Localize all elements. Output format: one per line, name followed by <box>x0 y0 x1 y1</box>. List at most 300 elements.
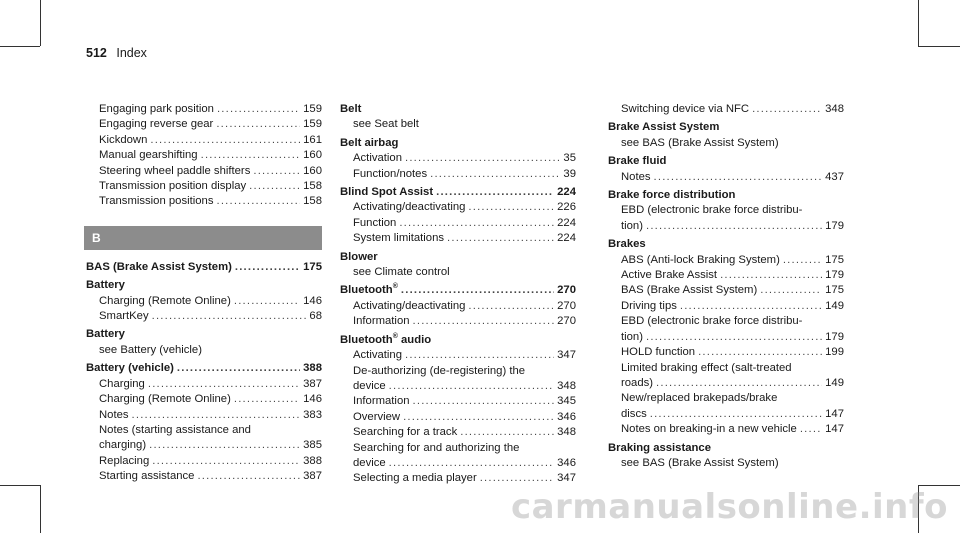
index-subentry <box>608 299 844 314</box>
index-subentry <box>86 454 322 469</box>
leader-dots <box>436 185 554 200</box>
index-subentry <box>608 170 844 185</box>
index-subentry <box>86 117 322 132</box>
index-subentry <box>86 194 322 209</box>
index-subentry <box>340 425 576 440</box>
index-entry <box>340 333 576 348</box>
entry-term <box>353 456 386 471</box>
entry-term <box>621 391 777 406</box>
index-subentry <box>608 376 844 391</box>
page-number: 512 <box>86 46 107 60</box>
entry-text: Notes <box>99 408 129 421</box>
entry-text: Transmission positions <box>99 195 214 208</box>
entry-text: Bluetooth <box>340 284 393 297</box>
index-subentry <box>608 219 844 234</box>
leader-dots <box>760 283 822 298</box>
entry-term <box>99 343 202 358</box>
index-subentry <box>340 471 576 486</box>
entry-text: see Battery (vehicle) <box>99 343 202 356</box>
index-entry <box>340 136 576 151</box>
entry-term <box>86 260 232 275</box>
entry-text: Brake fluid <box>608 155 667 168</box>
entry-text: tion) <box>621 330 643 343</box>
page-reference[interactable]: 147 <box>825 407 844 420</box>
entry-text: Searching for a track <box>353 426 458 439</box>
entry-term <box>99 102 214 117</box>
page-reference[interactable]: 224 <box>557 216 576 229</box>
entry-term <box>353 167 427 182</box>
leader-dots <box>413 394 555 409</box>
entry-term <box>621 102 749 117</box>
leader-dots <box>403 410 554 425</box>
index-subentry <box>340 200 576 215</box>
entry-text: Replacing <box>99 454 150 467</box>
index-column-3 <box>608 102 844 471</box>
index-subentry <box>340 394 576 409</box>
page-header <box>86 46 147 60</box>
entry-term <box>621 170 651 185</box>
entry-term <box>99 454 149 469</box>
entry-text: Steering wheel paddle shifters <box>99 164 251 177</box>
entry-term <box>340 250 378 265</box>
entry-term <box>353 117 419 132</box>
page-reference[interactable]: 160 <box>303 149 322 162</box>
entry-text: see Seat belt <box>353 118 419 131</box>
page-reference[interactable]: 35 <box>563 152 576 165</box>
watermark: carmanualsonline.info <box>510 487 948 527</box>
entry-term <box>353 394 410 409</box>
entry-text: EBD (electronic brake force distribu- <box>621 315 803 328</box>
index-subentry <box>608 422 844 437</box>
entry-term <box>608 120 719 135</box>
entry-term <box>621 345 695 360</box>
page-reference[interactable]: 270 <box>557 284 576 297</box>
entry-text: Selecting a media player <box>353 472 477 485</box>
entry-text: Information <box>353 315 410 328</box>
index-reference <box>608 314 844 329</box>
index-subentry <box>608 268 844 283</box>
entry-text: Blind Spot Assist <box>340 186 434 199</box>
entry-text: HOLD function <box>621 346 696 359</box>
leader-dots <box>405 151 560 166</box>
page-reference[interactable]: 385 <box>303 439 322 452</box>
entry-term <box>99 294 231 309</box>
index-reference <box>340 117 576 132</box>
index-subentry <box>86 133 322 148</box>
entry-term <box>621 314 802 329</box>
leader-dots <box>430 167 560 182</box>
leader-dots <box>405 348 554 363</box>
page-reference[interactable]: 175 <box>825 253 844 266</box>
leader-dots <box>149 438 300 453</box>
entry-text: Charging <box>99 377 145 390</box>
index-entry <box>86 327 322 342</box>
page-reference[interactable]: 160 <box>303 164 322 177</box>
entry-term <box>340 185 433 200</box>
index-subentry <box>86 377 322 392</box>
index-subentry <box>608 345 844 360</box>
index-subentry <box>340 379 576 394</box>
index-reference <box>340 364 576 379</box>
page-reference[interactable]: 348 <box>825 103 844 115</box>
leader-dots <box>197 469 300 484</box>
entry-text: Braking assistance <box>608 441 711 454</box>
page-reference[interactable]: 387 <box>303 377 322 390</box>
entry-term <box>353 364 525 379</box>
entry-term <box>340 136 398 151</box>
index-entry <box>340 250 576 265</box>
entry-text: Activating <box>353 349 402 362</box>
page-reference[interactable]: 387 <box>303 470 322 483</box>
index-subentry <box>608 407 844 422</box>
page-reference[interactable]: 179 <box>825 219 844 232</box>
page-reference[interactable]: 270 <box>557 315 576 328</box>
entry-term <box>621 422 797 437</box>
leader-dots <box>152 309 307 324</box>
entry-term <box>99 117 213 132</box>
entry-term <box>353 314 410 329</box>
entry-term <box>608 237 646 252</box>
entry-term <box>99 423 251 438</box>
page-reference[interactable]: 224 <box>557 232 576 245</box>
index-entry <box>608 154 844 169</box>
leader-dots <box>177 361 300 376</box>
entry-term <box>99 179 246 194</box>
leader-dots <box>698 345 822 360</box>
leader-dots <box>132 408 301 423</box>
entry-text: Kickdown <box>99 133 148 146</box>
entry-text: discs <box>621 407 647 420</box>
index-reference <box>86 343 322 358</box>
entry-term <box>353 441 519 456</box>
crop-mark <box>0 46 40 47</box>
index-subentry <box>340 299 576 314</box>
page-reference[interactable]: 348 <box>557 379 576 392</box>
crop-mark <box>40 485 41 533</box>
index-entry <box>340 283 576 298</box>
registered-mark: ® <box>392 332 398 340</box>
entry-term <box>621 253 780 268</box>
leader-dots <box>217 102 300 117</box>
page-reference[interactable]: 226 <box>557 201 576 214</box>
entry-term <box>353 299 465 314</box>
entry-text: Battery <box>86 279 125 292</box>
index-entry <box>608 441 844 456</box>
entry-text: SmartKey <box>99 310 149 323</box>
entry-text: Bluetooth <box>340 333 393 346</box>
leader-dots <box>234 392 300 407</box>
index-reference <box>608 391 844 406</box>
index-reference <box>86 423 322 438</box>
entry-term <box>621 203 802 218</box>
page-reference[interactable]: 158 <box>303 180 322 193</box>
entry-text: BAS (Brake Assist System) <box>621 284 758 297</box>
entry-text: Function <box>353 216 397 229</box>
entry-term <box>99 133 147 148</box>
page-reference[interactable]: 149 <box>825 299 844 312</box>
entry-suffix: audio <box>397 333 432 346</box>
entry-text: Information <box>353 395 410 408</box>
entry-text: device <box>353 456 386 469</box>
index-reference <box>608 203 844 218</box>
entry-text: Function/notes <box>353 167 428 180</box>
index-subentry <box>86 294 322 309</box>
entry-text: Brake Assist System <box>608 121 720 134</box>
entry-term <box>621 136 779 151</box>
entry-text: Engaging park position <box>99 103 214 115</box>
entry-term <box>340 102 361 117</box>
leader-dots <box>447 231 554 246</box>
leader-dots <box>389 456 554 471</box>
entry-term <box>353 410 400 425</box>
index-subentry <box>340 216 576 231</box>
entry-text: Blower <box>340 250 378 263</box>
entry-term <box>99 309 149 324</box>
entry-text: Transmission position display <box>99 180 247 193</box>
index-reference <box>340 441 576 456</box>
entry-text: Driving tips <box>621 299 677 312</box>
index-subentry <box>608 330 844 345</box>
entry-text: Charging (Remote Online) <box>99 393 231 406</box>
section-title: Index <box>116 46 147 60</box>
page-reference[interactable]: 159 <box>303 103 322 115</box>
entry-text: Brake force distribution <box>608 189 736 202</box>
entry-text: Manual gearshifting <box>99 149 198 162</box>
entry-text: System limitations <box>353 232 445 245</box>
leader-dots <box>399 216 554 231</box>
leader-dots <box>646 330 822 345</box>
index-column-2 <box>340 102 576 487</box>
leader-dots <box>680 299 822 314</box>
page-reference[interactable]: 270 <box>557 299 576 312</box>
entry-term <box>621 330 643 345</box>
index-subentry <box>86 392 322 407</box>
index-reference <box>608 136 844 151</box>
entry-term <box>621 376 653 391</box>
letter-section-band: B <box>84 226 322 250</box>
entry-text: Notes (starting assistance and <box>99 423 251 436</box>
page-reference[interactable]: 146 <box>303 294 322 307</box>
leader-dots <box>468 200 554 215</box>
entry-term <box>353 348 402 363</box>
page-reference[interactable]: 383 <box>303 408 322 421</box>
page-reference[interactable]: 147 <box>825 423 844 436</box>
entry-term <box>353 216 396 231</box>
entry-text: Notes on breaking-in a new vehicle <box>621 423 797 436</box>
entry-term <box>340 283 398 298</box>
page-reference[interactable]: 345 <box>557 395 576 408</box>
entry-term <box>608 441 711 456</box>
page-reference[interactable]: 347 <box>557 349 576 362</box>
index-entry <box>608 188 844 203</box>
entry-term <box>86 327 125 342</box>
entry-term <box>86 361 174 376</box>
page-reference[interactable]: 158 <box>303 195 322 208</box>
entry-term <box>621 268 717 283</box>
page-reference[interactable]: 388 <box>303 362 322 375</box>
entry-term <box>621 456 779 471</box>
leader-dots <box>480 471 554 486</box>
entry-text: ABS (Anti-lock Braking System) <box>621 253 780 266</box>
index-reference <box>340 265 576 280</box>
leader-dots <box>148 377 300 392</box>
leader-dots <box>216 117 300 132</box>
entry-term <box>86 278 125 293</box>
index-subentry <box>608 283 844 298</box>
entry-text: Activation <box>353 152 402 165</box>
page-reference[interactable]: 39 <box>563 167 576 180</box>
page-reference[interactable]: 175 <box>303 260 322 273</box>
leader-dots <box>800 422 822 437</box>
entry-term <box>621 361 792 376</box>
leader-dots <box>216 194 300 209</box>
crop-mark <box>918 46 960 47</box>
leader-dots <box>468 299 554 314</box>
entry-text: Belt airbag <box>340 136 399 149</box>
leader-dots <box>654 170 823 185</box>
index-reference <box>608 456 844 471</box>
index-entry <box>86 260 322 275</box>
crop-mark <box>0 485 40 486</box>
leader-dots <box>235 260 300 275</box>
entry-text: Belt <box>340 103 362 115</box>
page-reference[interactable]: 437 <box>825 170 844 183</box>
entry-term <box>353 231 444 246</box>
registered-mark: ® <box>392 283 398 291</box>
crop-mark <box>40 0 41 46</box>
page-reference[interactable]: 388 <box>303 454 322 467</box>
entry-term <box>340 333 431 348</box>
leader-dots <box>249 179 300 194</box>
entry-term <box>353 379 386 394</box>
index-subentry <box>340 410 576 425</box>
index-subentry <box>86 102 322 117</box>
entry-term <box>99 408 129 423</box>
index-subentry <box>608 253 844 268</box>
entry-text: Engaging reverse gear <box>99 118 214 131</box>
index-subentry <box>608 102 844 117</box>
leader-dots <box>389 379 554 394</box>
leader-dots <box>460 425 554 440</box>
entry-term <box>353 425 457 440</box>
page-reference[interactable]: 179 <box>825 330 844 343</box>
page-reference[interactable]: 175 <box>825 284 844 297</box>
entry-term <box>621 407 647 422</box>
page-reference[interactable]: 68 <box>309 310 322 323</box>
entry-term <box>99 377 145 392</box>
index-entry <box>86 361 322 376</box>
index-entry <box>340 102 576 117</box>
leader-dots <box>650 407 822 422</box>
entry-text: EBD (electronic brake force distribu- <box>621 204 803 217</box>
page-reference[interactable]: 348 <box>557 426 576 439</box>
entry-term <box>99 469 194 484</box>
index-column-1 <box>86 102 322 485</box>
index-subentry <box>86 179 322 194</box>
entry-term <box>99 438 146 453</box>
entry-text: roads) <box>621 376 654 389</box>
entry-text: Limited braking effect (salt-treated <box>621 361 792 374</box>
leader-dots <box>720 268 822 283</box>
page-reference[interactable]: 199 <box>825 346 844 359</box>
index-subentry <box>340 167 576 182</box>
index-entry <box>608 120 844 135</box>
entry-term <box>99 194 213 209</box>
entry-text: Activating/deactivating <box>353 299 466 312</box>
leader-dots <box>752 102 822 117</box>
index-subentry <box>86 469 322 484</box>
entry-text: see Climate control <box>353 266 450 279</box>
entry-term <box>353 471 477 486</box>
leader-dots <box>152 454 300 469</box>
entry-text: De-authorizing (de-registering) the <box>353 364 526 377</box>
leader-dots <box>150 133 300 148</box>
crop-mark <box>918 485 960 486</box>
entry-term <box>353 200 465 215</box>
leader-dots <box>656 376 822 391</box>
entry-term <box>621 283 757 298</box>
crop-mark <box>918 0 919 46</box>
index-entry <box>86 278 322 293</box>
page-reference[interactable]: 179 <box>825 269 844 282</box>
page-reference[interactable]: 224 <box>557 186 576 199</box>
leader-dots <box>646 219 822 234</box>
entry-term <box>99 164 250 179</box>
index-subentry <box>340 348 576 363</box>
entry-text: tion) <box>621 219 643 232</box>
entry-term <box>621 219 643 234</box>
entry-text: Overview <box>353 410 401 423</box>
page-reference[interactable]: 146 <box>303 393 322 406</box>
entry-text: Active Brake Assist <box>621 269 718 282</box>
leader-dots <box>401 283 554 298</box>
entry-text: see BAS (Brake Assist System) <box>621 456 779 469</box>
index-subentry <box>86 408 322 423</box>
entry-term <box>608 154 666 169</box>
entry-text: Battery (vehicle) <box>86 362 174 375</box>
entry-text: Starting assistance <box>99 470 195 483</box>
entry-text: Notes <box>621 170 651 183</box>
entry-term <box>99 148 198 163</box>
page-reference[interactable]: 149 <box>825 376 844 389</box>
page-reference[interactable]: 346 <box>557 456 576 469</box>
leader-dots <box>253 164 300 179</box>
index-subentry <box>340 231 576 246</box>
index-subentry <box>340 456 576 471</box>
entry-term <box>608 188 735 203</box>
leader-dots <box>234 294 300 309</box>
page-reference[interactable]: 161 <box>303 133 322 146</box>
entry-text: Searching for and authorizing the <box>353 441 520 454</box>
entry-text: device <box>353 379 386 392</box>
page-reference[interactable]: 347 <box>557 472 576 485</box>
entry-text: BAS (Brake Assist System) <box>86 260 232 273</box>
index-subentry <box>86 164 322 179</box>
entry-term <box>99 392 231 407</box>
page-reference[interactable]: 346 <box>557 410 576 423</box>
index-entry <box>340 185 576 200</box>
entry-text: Switching device via NFC <box>621 103 750 115</box>
index-subentry <box>340 314 576 329</box>
index-reference <box>608 361 844 376</box>
entry-term <box>353 151 402 166</box>
entry-text: see BAS (Brake Assist System) <box>621 136 779 149</box>
leader-dots <box>413 314 555 329</box>
page-reference[interactable]: 159 <box>303 118 322 131</box>
entry-text: Battery <box>86 328 125 341</box>
index-subentry <box>86 148 322 163</box>
leader-dots <box>783 253 822 268</box>
